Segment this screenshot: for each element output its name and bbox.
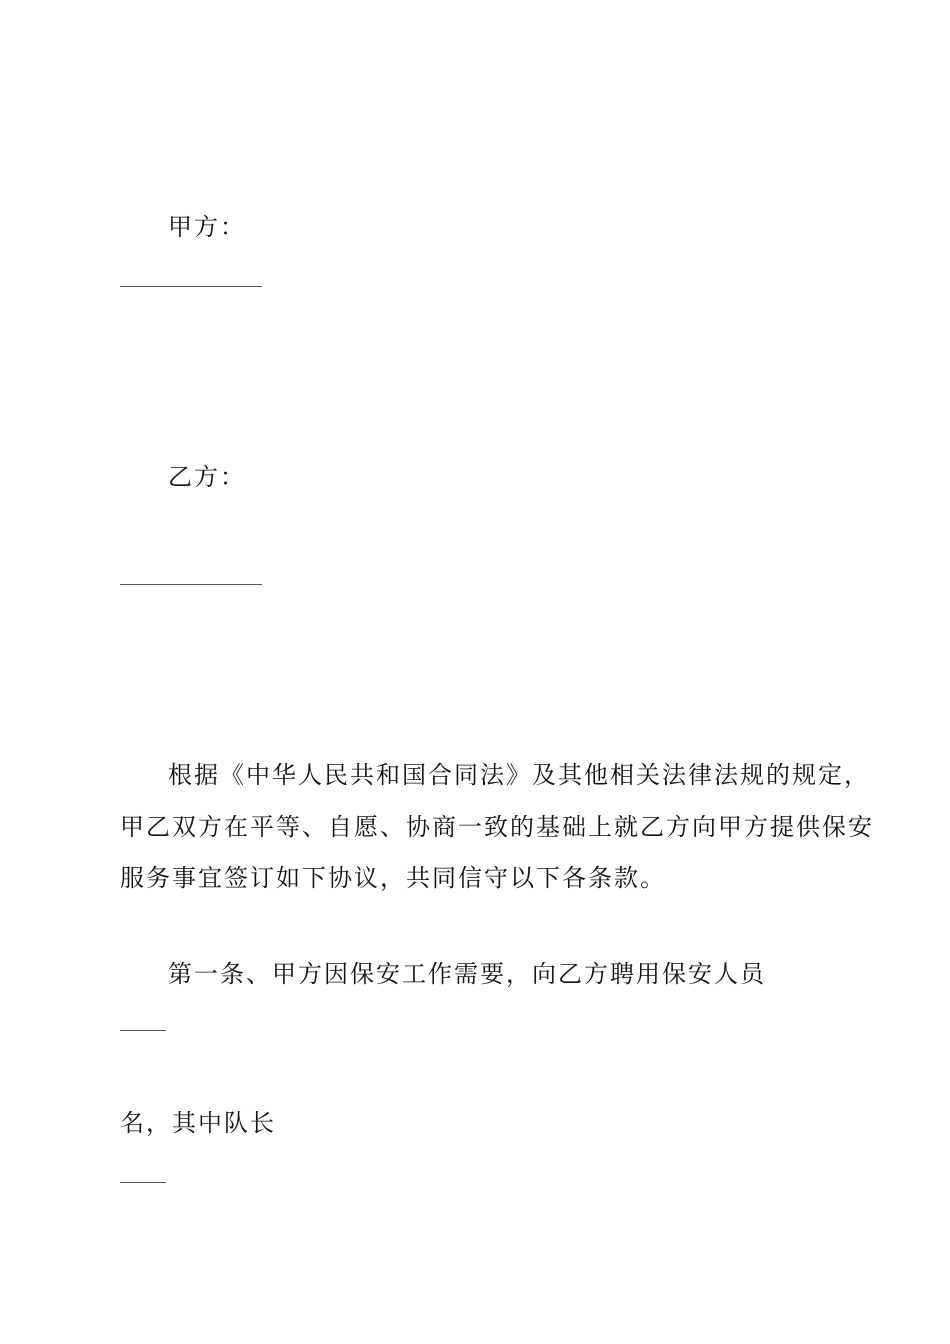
guard-count-blank-line — [120, 1030, 166, 1031]
captain-count-blank-line — [120, 1182, 166, 1183]
intro-paragraph-line-2: 甲乙双方在平等、自愿、协商一致的基础上就乙方向甲方提供保安 — [120, 813, 874, 841]
article-1-line-1: 第一条、甲方因保安工作需要，向乙方聘用保安人员 — [168, 960, 766, 988]
article-1-line-2: 名，其中队长 — [120, 1109, 276, 1137]
party-a-blank-line — [120, 286, 262, 287]
party-b-blank-line — [120, 584, 262, 585]
intro-paragraph-line-1: 根据《中华人民共和国合同法》及其他相关法律法规的规定， — [168, 761, 870, 789]
party-b-label: 乙方： — [168, 463, 246, 491]
party-a-label: 甲方： — [168, 213, 246, 241]
intro-paragraph-line-3: 服务事宜签订如下协议，共同信守以下各条款。 — [120, 864, 666, 892]
